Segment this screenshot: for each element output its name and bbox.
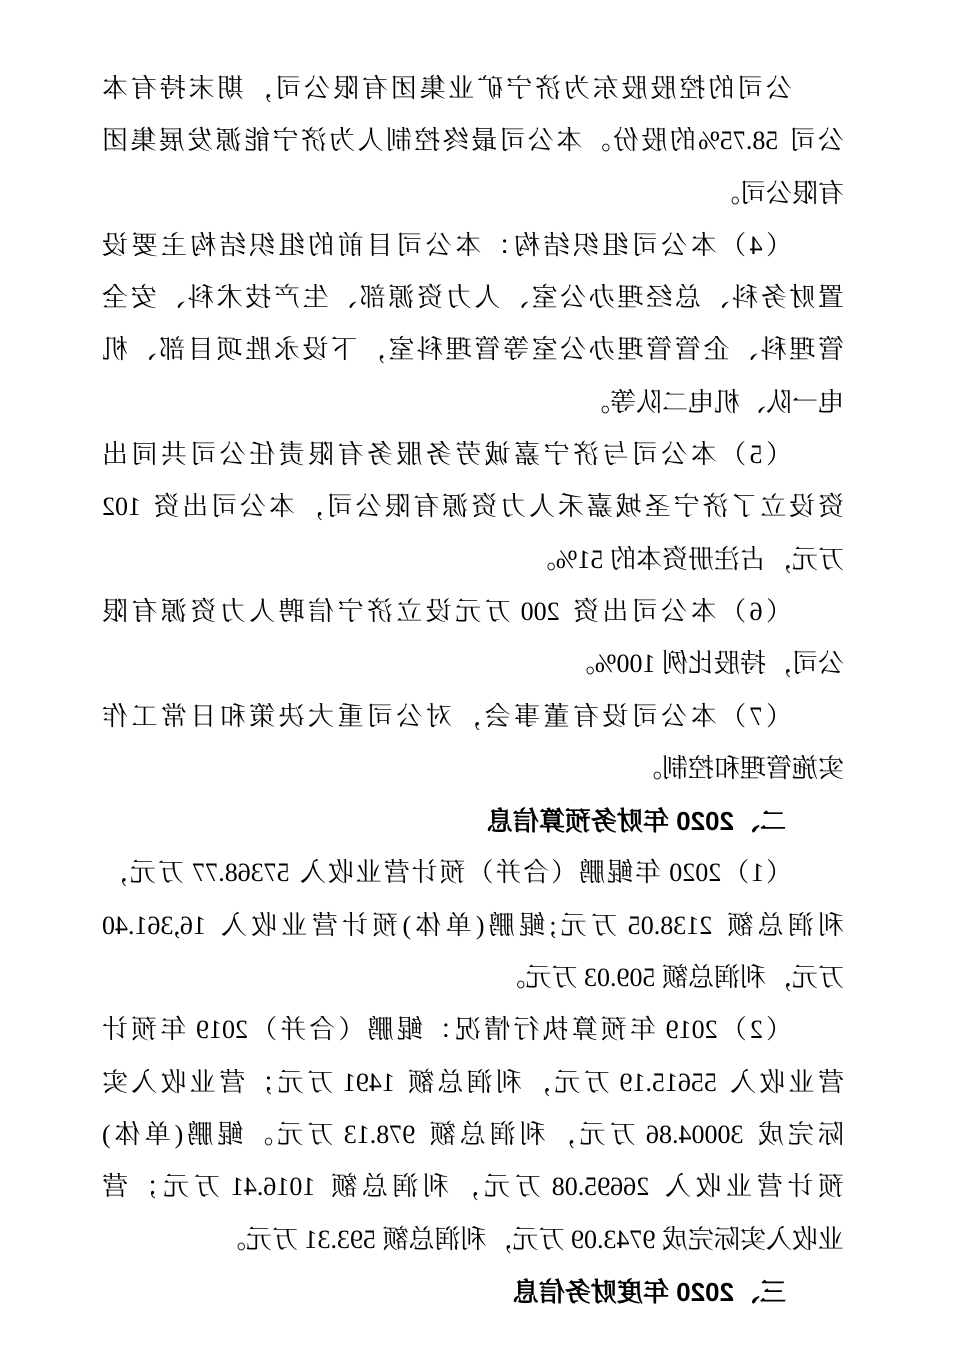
text-line: 有限公司。: [713, 178, 844, 208]
section-heading-financial-info: 三、2020 年度财务信息: [512, 1276, 786, 1307]
text-line: 利润总额 2138.05 万元;鲲鹏(单体)预计营业收入 16,361.40: [102, 910, 844, 940]
text-line: 资设立了济宁圣城嘉禾人力资源有限公司，本公司出资 102: [102, 492, 844, 522]
text-line: 营业收入 55615.19 万元，利润总额 1491 万元；营业收入实: [102, 1067, 844, 1097]
text-line: 置财务科、总经理办公室、人力资源部、生产技术科、安全: [102, 283, 844, 313]
section-heading-budget-info: 二、2020 年财务预算信息: [486, 806, 786, 837]
text-line: （4）本公司组织结构：本公司目前的组织结构主要设: [102, 230, 792, 260]
text-line: 公司的控股股东为济宁矿业集团有限公司，期末持有本: [102, 74, 792, 103]
text-line: 管理科、企管管理办公室等管理科室，下设永胜项目部、机: [102, 335, 844, 365]
text-line: 际完成 30004.86 万元，利润总额 978.13 万元。鲲鹏(单体): [102, 1119, 844, 1149]
text-line: 公司 58.75%的股份。本公司最终控制人为济宁能源发展集团: [102, 126, 844, 156]
text-line: （6）本公司出资 200 万元设立济宁信聘人力资源有限: [102, 596, 792, 626]
text-line: 实施管理和控制。: [635, 753, 844, 783]
text-line: （1）2020 年鲲鹏（合并）预计营业收入 57368.77 万元，: [102, 858, 792, 888]
text-line: （5）本公司与济宁嘉诚劳务服务有限责任公司共同出: [102, 440, 792, 470]
text-line: 预计营业收入 26695.08 万元，利润总额 1016.41 万元；营: [102, 1172, 844, 1202]
text-line: 万元，利润总额 509.03 万元。: [499, 963, 844, 993]
text-line: 万元，占注册资本的 51%。: [529, 544, 844, 574]
text-line: 公司，持股比例 100%。: [568, 649, 844, 679]
text-line: 电一队、机电二队等。: [583, 387, 844, 417]
text-line: 业收入实际完成 9743.09 万元，利润总额 593.31 万元。: [219, 1224, 844, 1254]
text-line: （7）本公司设有董事会，对公司重大决策和日常工作: [102, 701, 792, 731]
text-line: （2）2019 年预算执行情况：鲲鹏（合并）2019 年预计: [102, 1015, 792, 1045]
